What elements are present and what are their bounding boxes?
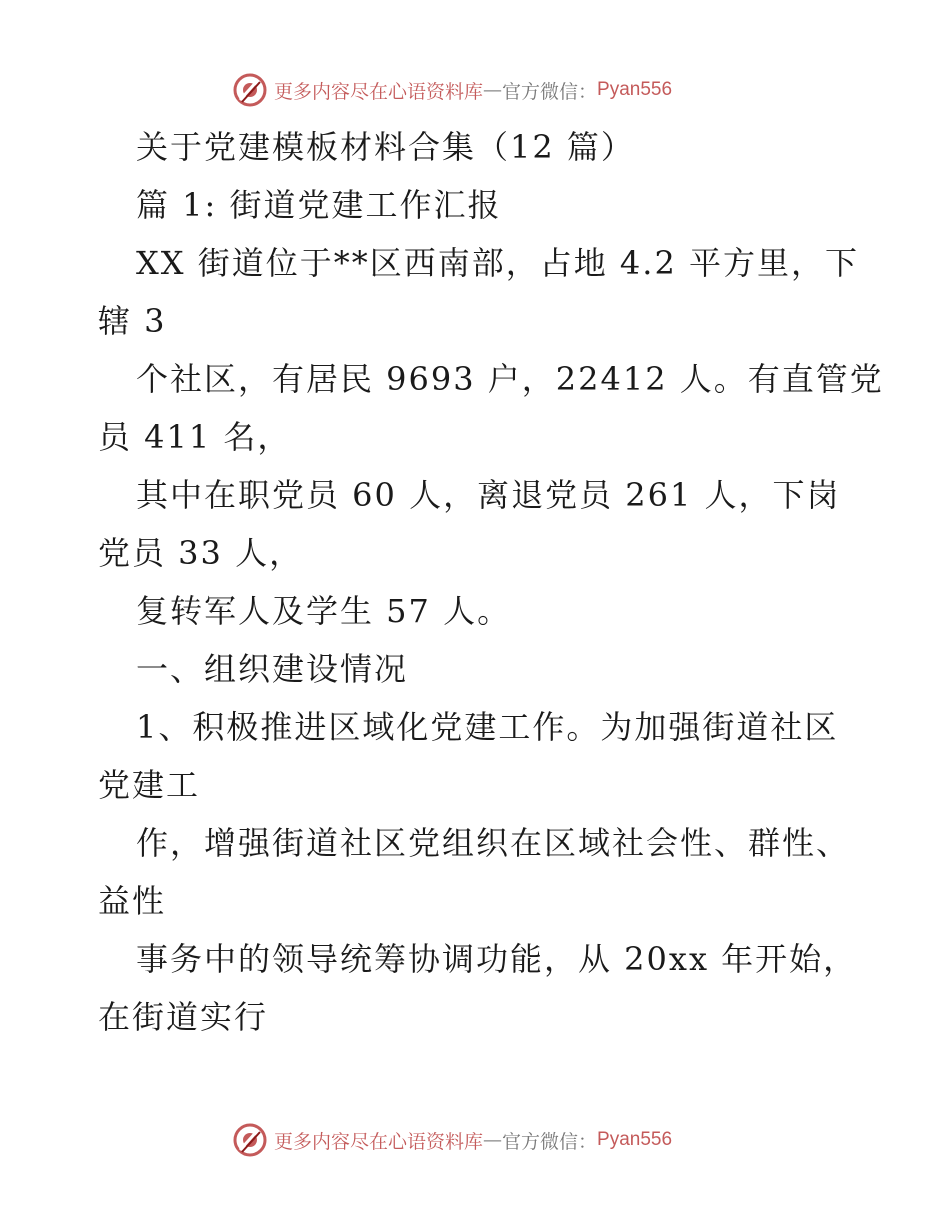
watermark-separator: —	[483, 1129, 503, 1151]
paragraph-line: 作，增强街道社区党组织在区域社会性、群性、	[136, 824, 851, 862]
paragraph-line: XX 街道位于**区西南部，占地 4.2 平方里，下	[136, 244, 859, 282]
paragraph-line: 事务中的领导统筹协调功能，从 20xx 年开始，	[136, 940, 858, 978]
subsection-heading: 一、组织建设情况	[136, 650, 409, 688]
document-title: 关于党建模板材料合集（12 篇）	[136, 128, 635, 166]
watermark-label: 官方微信：	[502, 80, 598, 103]
logo-icon	[232, 72, 268, 108]
footer-watermark	[232, 1120, 672, 1160]
watermark-label: 官方微信：	[502, 1130, 598, 1153]
paragraph-line: 复转军人及学生 57 人。	[136, 592, 512, 630]
paragraph-line: 辖 3	[98, 302, 167, 340]
watermark-id: Pyan556	[597, 1129, 673, 1150]
paragraph-line: 1、积极推进区域化党建工作。为加强街道社区	[136, 708, 839, 746]
logo-icon	[232, 1122, 268, 1158]
watermark-main-text: 更多内容尽在心语资料库	[274, 1130, 484, 1153]
paragraph-line: 党员 33 人，	[98, 534, 304, 572]
header-watermark	[232, 70, 672, 110]
section-heading: 篇 1: 街道党建工作汇报	[136, 186, 502, 224]
paragraph-line: 员 411 名，	[98, 418, 292, 456]
paragraph-line: 其中在职党员 60 人，离退党员 261 人，下岗	[136, 476, 841, 514]
paragraph-line: 在街道实行	[98, 998, 269, 1036]
paragraph-line: 益性	[98, 882, 167, 920]
watermark-main-text: 更多内容尽在心语资料库	[274, 80, 484, 103]
watermark-separator: —	[483, 79, 503, 101]
document-body	[98, 118, 884, 1046]
paragraph-line: 党建工	[98, 766, 201, 804]
watermark-id: Pyan556	[597, 79, 673, 100]
paragraph-line: 个社区，有居民 9693 户，22412 人。有直管党	[136, 360, 884, 398]
